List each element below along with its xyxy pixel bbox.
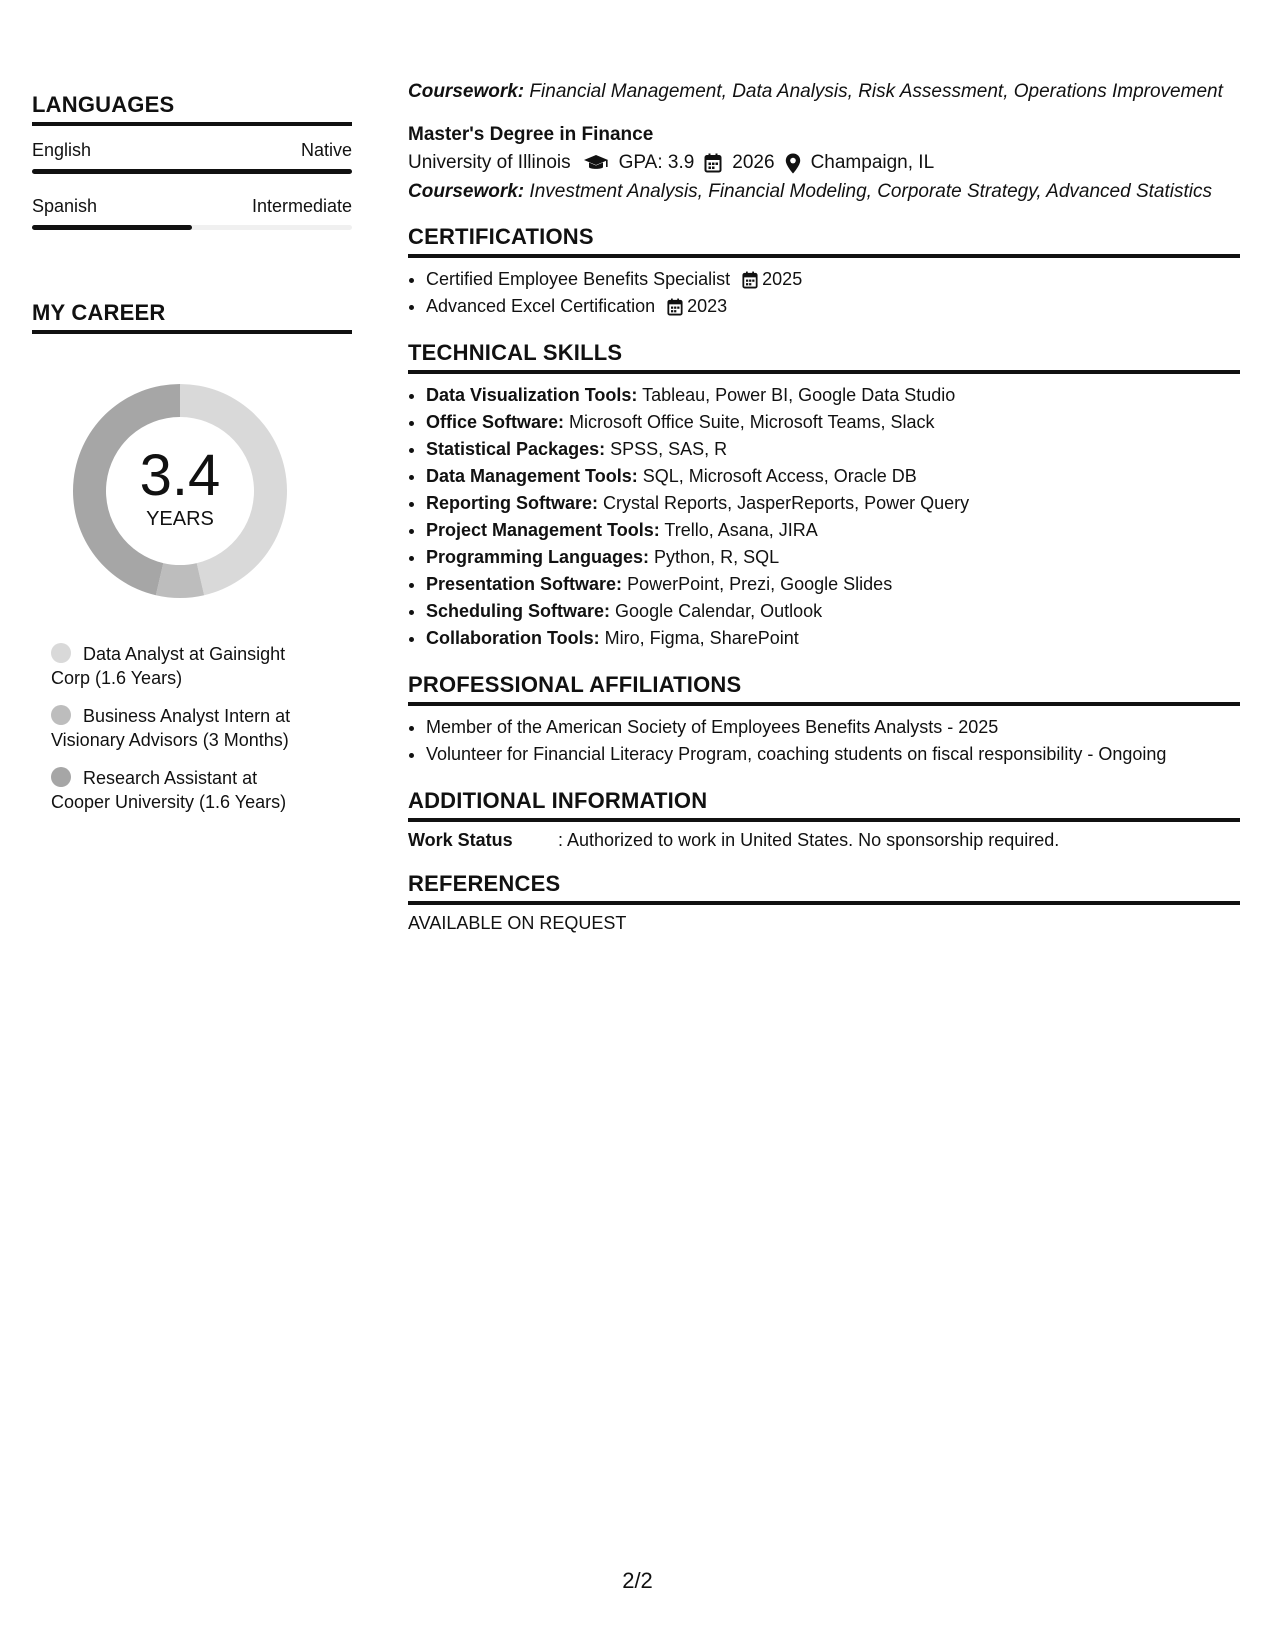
- skill-values: Miro, Figma, SharePoint: [604, 628, 799, 648]
- skill-values: Google Calendar, Outlook: [615, 601, 823, 621]
- legend-label: Business Analyst Intern at Visionary Advisors (3 Months): [51, 706, 291, 750]
- skill-category: Project Management Tools:: [426, 520, 660, 540]
- gpa: GPA: 3.9: [618, 152, 695, 173]
- skill-category: Presentation Software:: [426, 574, 623, 594]
- career-total-years: 3.4: [139, 443, 221, 508]
- skill-category: Data Management Tools:: [426, 466, 638, 486]
- affiliations-section: [408, 672, 1240, 768]
- skill-category: Collaboration Tools:: [426, 628, 600, 648]
- language-level: Intermediate: [251, 196, 352, 216]
- legend-label: Data Analyst at Gainsight Corp (1.6 Years): [51, 644, 286, 688]
- skill-category: Scheduling Software:: [426, 601, 611, 621]
- skill-item: [426, 544, 1240, 571]
- languages-section: [32, 92, 352, 230]
- certifications-section: [408, 224, 1240, 320]
- skill-values: Microsoft Office Suite, Microsoft Teams, Slack: [569, 412, 935, 432]
- language-bar-fill: [32, 169, 352, 174]
- calendar-icon: [704, 153, 722, 173]
- technical-skills-heading: TECHNICAL SKILLS: [408, 340, 1240, 374]
- graduation-cap-icon: [583, 154, 609, 172]
- page-number: 2/2: [622, 1568, 653, 1593]
- coursework-label: Coursework:: [408, 181, 525, 202]
- legend-swatch: [51, 643, 71, 663]
- legend-item: [51, 766, 321, 814]
- skill-values: PowerPoint, Prezi, Google Slides: [627, 574, 893, 594]
- language-item: [32, 140, 352, 174]
- additional-info-section: [408, 788, 1240, 851]
- affiliations-list: [408, 714, 1240, 768]
- career-heading: MY CAREER: [32, 300, 352, 334]
- references-heading: REFERENCES: [408, 871, 1240, 905]
- language-bar: [32, 225, 352, 230]
- work-status-label: Work Status: [408, 830, 513, 850]
- skill-values: SPSS, SAS, R: [610, 439, 728, 459]
- career-section: [32, 300, 352, 814]
- technical-skills-section: [408, 340, 1240, 652]
- language-name: English: [32, 140, 92, 160]
- skill-category: Data Visualization Tools:: [426, 385, 638, 405]
- certification-name: • Certified Employee Benefits Specialist: [426, 269, 731, 289]
- education-meta: [408, 152, 1240, 174]
- map-pin-icon: [785, 153, 801, 174]
- skill-values: Tableau, Power BI, Google Data Studio: [642, 385, 956, 405]
- certification-year: 2025: [762, 269, 803, 289]
- skill-item: [426, 598, 1240, 625]
- language-item: [32, 196, 352, 230]
- main-content: [408, 80, 1240, 934]
- affiliation-item: • Member of the American Society of Employees Benefits Analysts - 2025: [426, 714, 1240, 741]
- skill-category: Reporting Software:: [426, 493, 599, 513]
- skill-category: Programming Languages:: [426, 547, 650, 567]
- education-section: [408, 80, 1240, 204]
- skill-item: [426, 517, 1240, 544]
- career-donut-chart: [65, 376, 295, 606]
- skill-item: [426, 382, 1240, 409]
- language-bar: [32, 169, 352, 174]
- skill-item: [426, 436, 1240, 463]
- references-section: [408, 871, 1240, 934]
- legend-item: [51, 642, 321, 690]
- legend-item: [51, 704, 321, 752]
- legend-swatch: [51, 705, 71, 725]
- work-status-row: [408, 830, 1240, 851]
- career-legend: [51, 642, 321, 814]
- certification-item: [426, 266, 1240, 293]
- skill-item: [426, 463, 1240, 490]
- coursework-text: Investment Analysis, Financial Modeling, Corporate Strategy, Advanced Statistics: [529, 181, 1212, 202]
- technical-skills-list: [408, 382, 1240, 652]
- calendar-icon: [667, 298, 683, 316]
- graduation-year: 2026: [732, 152, 775, 173]
- certification-name: • Advanced Excel Certification: [426, 296, 656, 316]
- skill-values: Crystal Reports, JasperReports, Power Query: [603, 493, 970, 513]
- skill-values: SQL, Microsoft Access, Oracle DB: [642, 466, 917, 486]
- degree-coursework: [408, 180, 1240, 204]
- additional-info-heading: ADDITIONAL INFORMATION: [408, 788, 1240, 822]
- languages-heading: LANGUAGES: [32, 92, 352, 126]
- skill-item: [426, 571, 1240, 598]
- skill-category: Statistical Packages:: [426, 439, 606, 459]
- affiliation-item: • Volunteer for Financial Literacy Program, coaching students on fiscal responsibility - Ongoing: [426, 741, 1240, 768]
- calendar-icon: [742, 271, 758, 289]
- sidebar: [32, 92, 352, 828]
- donut-slice: [156, 563, 204, 598]
- degree-title: Master's Degree in Finance: [408, 124, 654, 145]
- skill-item: [426, 409, 1240, 436]
- coursework-text: Financial Management, Data Analysis, Risk Assessment, Operations Improvement: [529, 81, 1223, 102]
- skill-values: Python, R, SQL: [654, 547, 780, 567]
- school-name: University of Illinois: [408, 152, 571, 173]
- certifications-heading: CERTIFICATIONS: [408, 224, 1240, 258]
- certification-year: 2023: [687, 296, 728, 316]
- skill-values: Trello, Asana, JIRA: [664, 520, 818, 540]
- certifications-list: [408, 266, 1240, 320]
- references-text: AVAILABLE ON REQUEST: [408, 913, 627, 933]
- skill-category: Office Software:: [426, 412, 565, 432]
- language-name: Spanish: [32, 196, 98, 216]
- affiliations-heading: PROFESSIONAL AFFILIATIONS: [408, 672, 1240, 706]
- certification-item: [426, 293, 1240, 320]
- school-location: Champaign, IL: [810, 152, 935, 173]
- language-level: Native: [300, 140, 352, 160]
- career-total-unit: YEARS: [146, 508, 214, 530]
- legend-label: Research Assistant at Cooper University (1.6 Years): [51, 768, 287, 812]
- skill-item: [426, 490, 1240, 517]
- legend-swatch: [51, 767, 71, 787]
- work-status-value: : Authorized to work in United States. No sponsorship required.: [558, 830, 1060, 850]
- previous-coursework: [408, 80, 1240, 104]
- coursework-label: Coursework:: [408, 81, 525, 102]
- language-bar-fill: [32, 225, 192, 230]
- skill-item: [426, 625, 1240, 652]
